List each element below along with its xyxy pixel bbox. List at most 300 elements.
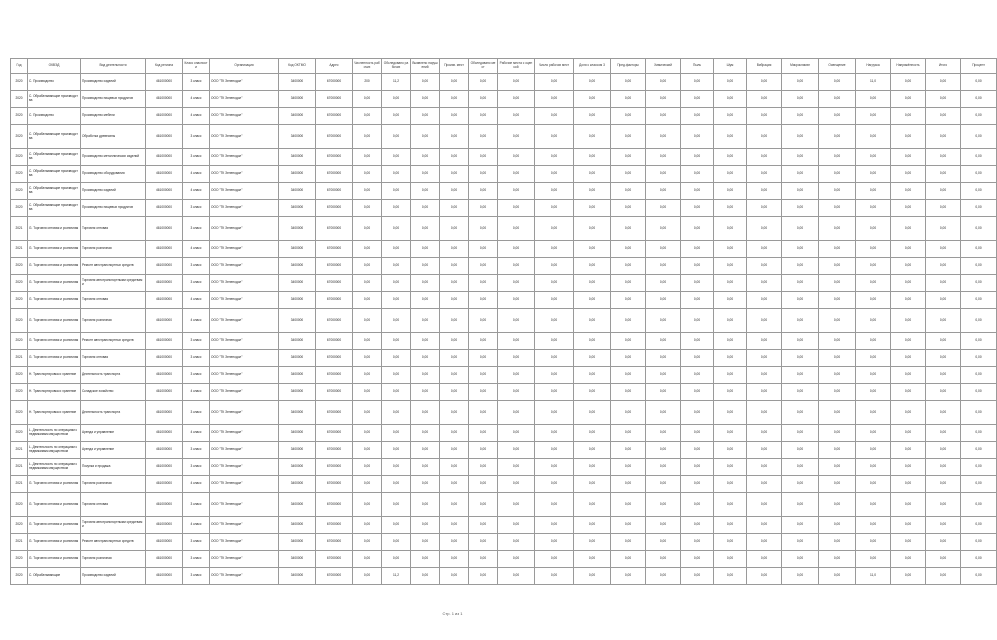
table-cell: 0,00	[535, 149, 574, 166]
table-cell: 0,00	[611, 108, 646, 125]
table-cell: 0,00	[646, 91, 681, 108]
table-cell: 0,00	[961, 401, 997, 425]
table-cell: 0,00	[440, 493, 469, 517]
table-cell: 0,00	[440, 275, 469, 292]
table-cell: 0,00	[574, 333, 611, 350]
table-row	[11, 476, 997, 493]
table-cell: 0,00	[926, 91, 961, 108]
table-cell: 0,00	[382, 309, 411, 333]
table-cell: 0,00	[411, 367, 440, 384]
table-cell: 0,00	[574, 568, 611, 585]
table-cell: 0,00	[747, 333, 782, 350]
table-row	[11, 309, 997, 333]
table-cell: 0,00	[353, 217, 382, 241]
table-row	[11, 108, 997, 125]
table-cell: 461000000	[146, 241, 183, 258]
table-cell: 0,00	[440, 183, 469, 200]
table-cell: 0,00	[440, 74, 469, 91]
table-cell: G. Торговля оптовая и розничная	[28, 309, 81, 333]
table-cell: 0,00	[646, 425, 681, 442]
table-cell: 0,00	[611, 534, 646, 551]
table-cell: 0,00	[891, 425, 926, 442]
table-cell: 3400000	[279, 459, 316, 476]
table-cell: 0,00	[574, 459, 611, 476]
table-cell: 0,00	[891, 258, 926, 275]
table-cell: 3400000	[279, 241, 316, 258]
table-cell: 0,00	[714, 350, 747, 367]
table-cell: 0,00	[782, 425, 819, 442]
table-row	[11, 367, 997, 384]
table-cell: 0,00	[856, 217, 891, 241]
table-cell: 461000000	[146, 108, 183, 125]
table-cell: 0,00	[747, 200, 782, 217]
table-cell: 11,0	[856, 568, 891, 585]
table-cell: 0,00	[782, 568, 819, 585]
table-cell: 67000000	[316, 333, 353, 350]
table-row	[11, 275, 997, 292]
table-cell: Аренда и управление	[81, 425, 146, 442]
table-row	[11, 217, 997, 241]
table-cell: 3400000	[279, 275, 316, 292]
table-cell: 0,00	[856, 309, 891, 333]
column-header: Напряжённость	[891, 59, 926, 74]
table-cell: 0,00	[681, 149, 714, 166]
table-cell: 0,00	[819, 217, 856, 241]
table-cell: 0,00	[714, 200, 747, 217]
table-cell: 0,00	[646, 401, 681, 425]
table-cell: 0,00	[574, 108, 611, 125]
table-cell: 2021	[11, 217, 28, 241]
table-cell: 0,00	[891, 166, 926, 183]
table-cell: 0,00	[469, 333, 498, 350]
table-cell: 0,00	[611, 149, 646, 166]
table-cell: 0,00	[747, 91, 782, 108]
table-cell: 0,00	[747, 258, 782, 275]
table-cell: 0,00	[714, 551, 747, 568]
table-cell: 0,00	[681, 568, 714, 585]
table-cell: 461000000	[146, 183, 183, 200]
table-cell: 461000000	[146, 367, 183, 384]
table-cell: 0,00	[574, 241, 611, 258]
table-cell: 0,00	[926, 217, 961, 241]
table-cell: 2020	[11, 401, 28, 425]
table-cell: 0,00	[819, 125, 856, 149]
table-cell: 0,00	[856, 534, 891, 551]
column-header: ОКВЭД	[28, 59, 81, 74]
table-cell: 0,00	[611, 333, 646, 350]
table-cell: G. Торговля оптовая и розничная	[28, 517, 81, 534]
table-cell: 0,00	[353, 309, 382, 333]
table-cell: 0,00	[681, 534, 714, 551]
table-cell: Производство металлических изделий	[81, 149, 146, 166]
table-cell: 0,00	[469, 275, 498, 292]
table-cell: 0,00	[681, 166, 714, 183]
table-cell: 0,00	[714, 367, 747, 384]
table-cell: 2020	[11, 183, 28, 200]
table-cell: 0,00	[353, 476, 382, 493]
table-cell: С. Обрабатывающие производства	[28, 200, 81, 217]
table-cell: ООО "ТК Зеленодол"	[210, 442, 279, 459]
table-cell: 4 класс	[183, 91, 210, 108]
table-cell: 0,00	[574, 517, 611, 534]
table-cell: G. Торговля оптовая и розничная	[28, 333, 81, 350]
table-cell: 0,00	[819, 74, 856, 91]
table-cell: Торговля розничная	[81, 551, 146, 568]
table-cell: L. Деятельность по операциям с недвижимым имуществом	[28, 459, 81, 476]
table-cell: 0,00	[961, 108, 997, 125]
table-cell: 2020	[11, 517, 28, 534]
table-cell: 3 класс	[183, 551, 210, 568]
table-cell: 0,00	[819, 275, 856, 292]
table-cell: 4 класс	[183, 292, 210, 309]
table-cell: 0,00	[411, 74, 440, 91]
table-cell: 0,00	[681, 258, 714, 275]
table-row	[11, 401, 997, 425]
table-cell: 200	[353, 74, 382, 91]
table-cell: 0,00	[440, 442, 469, 459]
table-cell: 0,00	[819, 476, 856, 493]
table-row	[11, 493, 997, 517]
table-cell: 2021	[11, 442, 28, 459]
table-cell: 461000000	[146, 333, 183, 350]
table-cell: 461000000	[146, 551, 183, 568]
table-cell: 0,00	[891, 459, 926, 476]
table-cell: 3400000	[279, 333, 316, 350]
table-cell: 0,00	[681, 425, 714, 442]
table-cell: 0,00	[498, 275, 535, 292]
table-cell: 2020	[11, 200, 28, 217]
table-cell: 0,00	[782, 183, 819, 200]
table-cell: 461000000	[146, 125, 183, 149]
table-cell: 461000000	[146, 534, 183, 551]
column-header: Организация	[210, 59, 279, 74]
table-cell: 0,00	[469, 166, 498, 183]
table-cell: 0,00	[535, 183, 574, 200]
table-cell: 0,00	[714, 534, 747, 551]
table-cell: 0,00	[498, 568, 535, 585]
table-cell: 0,00	[611, 309, 646, 333]
table-cell: 0,00	[535, 292, 574, 309]
table-cell: 0,00	[469, 551, 498, 568]
table-cell: 0,00	[535, 401, 574, 425]
table-cell: 0,00	[819, 149, 856, 166]
table-cell: 2020	[11, 108, 28, 125]
table-cell: 0,00	[535, 384, 574, 401]
table-cell: 0,00	[646, 125, 681, 149]
table-cell: 0,00	[681, 91, 714, 108]
table-cell: 0,00	[926, 183, 961, 200]
table-cell: 3400000	[279, 551, 316, 568]
table-cell: 0,00	[382, 551, 411, 568]
table-cell: 0,00	[646, 333, 681, 350]
table-cell: 0,00	[353, 333, 382, 350]
table-cell: 0,00	[961, 74, 997, 91]
table-cell: ООО "ТК Зеленодол"	[210, 367, 279, 384]
table-cell: 67000000	[316, 425, 353, 442]
table-cell: 0,00	[469, 183, 498, 200]
table-cell: С. Обрабатывающие производства	[28, 183, 81, 200]
table-cell: 0,00	[856, 183, 891, 200]
table-cell: 0,00	[782, 551, 819, 568]
table-cell: 67000000	[316, 401, 353, 425]
table-cell: 0,00	[646, 309, 681, 333]
table-cell: Деятельность транспорта	[81, 401, 146, 425]
table-cell: 0,00	[926, 442, 961, 459]
table-cell: 2020	[11, 166, 28, 183]
table-cell: Производство изделий	[81, 183, 146, 200]
table-cell: 0,00	[382, 333, 411, 350]
table-row	[11, 292, 997, 309]
table-cell: 0,00	[681, 401, 714, 425]
table-cell: 0,00	[926, 350, 961, 367]
table-row	[11, 442, 997, 459]
page-footer: Стр. 1 из 1	[442, 611, 463, 616]
table-cell: 0,00	[574, 200, 611, 217]
table-cell: 0,00	[819, 493, 856, 517]
table-cell: 0,00	[961, 442, 997, 459]
table-row	[11, 350, 997, 367]
table-cell: 0,00	[681, 108, 714, 125]
table-cell: 2021	[11, 241, 28, 258]
table-row	[11, 517, 997, 534]
table-cell: 0,00	[498, 309, 535, 333]
table-cell: 461000000	[146, 476, 183, 493]
table-cell: 0,00	[646, 384, 681, 401]
table-cell: 0,00	[535, 91, 574, 108]
table-cell: 0,00	[891, 309, 926, 333]
table-cell: 0,00	[819, 442, 856, 459]
table-cell: Производство изделий	[81, 568, 146, 585]
table-cell: Торговля оптовая	[81, 493, 146, 517]
table-cell: 4 класс	[183, 108, 210, 125]
table-cell: 0,00	[714, 166, 747, 183]
table-cell: 0,00	[961, 425, 997, 442]
table-cell: 0,00	[382, 241, 411, 258]
table-cell: 4 класс	[183, 241, 210, 258]
table-cell: ООО "ТК Зеленодол"	[210, 166, 279, 183]
table-cell: 0,00	[440, 258, 469, 275]
table-cell: С. Производство	[28, 74, 81, 91]
table-cell: 0,00	[469, 401, 498, 425]
table-cell: 0,00	[440, 384, 469, 401]
table-cell: 4 класс	[183, 166, 210, 183]
table-cell: 2020	[11, 149, 28, 166]
table-cell: 0,00	[411, 384, 440, 401]
table-cell: G. Торговля оптовая и розничная	[28, 493, 81, 517]
table-cell: 67000000	[316, 534, 353, 551]
table-cell: 0,00	[926, 309, 961, 333]
table-cell: G. Торговля оптовая и розничная	[28, 551, 81, 568]
table-cell: 0,00	[747, 367, 782, 384]
table-cell: 0,00	[646, 149, 681, 166]
table-cell: 0,00	[819, 166, 856, 183]
table-cell: 0,00	[611, 166, 646, 183]
table-cell: 0,00	[382, 442, 411, 459]
table-cell: 0,00	[782, 333, 819, 350]
table-cell: 0,00	[498, 425, 535, 442]
table-cell: 0,00	[961, 309, 997, 333]
table-cell: 3400000	[279, 568, 316, 585]
table-row	[11, 258, 997, 275]
table-cell: 0,00	[961, 333, 997, 350]
table-cell: 0,00	[646, 183, 681, 200]
table-cell: 0,00	[611, 568, 646, 585]
table-cell: 461000000	[146, 292, 183, 309]
table-cell: 2021	[11, 350, 28, 367]
table-cell: 0,00	[681, 309, 714, 333]
table-cell: Производство оборудования	[81, 166, 146, 183]
table-cell: 0,00	[856, 166, 891, 183]
table-cell: 0,00	[574, 442, 611, 459]
table-cell: 0,00	[469, 125, 498, 149]
table-cell: 67000000	[316, 350, 353, 367]
table-cell: 67000000	[316, 125, 353, 149]
table-cell: 0,00	[819, 425, 856, 442]
table-cell: G. Торговля оптовая и розничная	[28, 534, 81, 551]
table-cell: 0,00	[782, 367, 819, 384]
table-cell: 0,00	[747, 309, 782, 333]
table-cell: 0,00	[891, 292, 926, 309]
table-cell: 0,00	[382, 275, 411, 292]
table-cell: 0,00	[714, 275, 747, 292]
table-cell: 0,00	[891, 476, 926, 493]
table-cell: 0,00	[782, 384, 819, 401]
table-cell: 0,00	[574, 309, 611, 333]
table-cell: 0,00	[747, 183, 782, 200]
table-cell: ООО "ТК Зеленодол"	[210, 125, 279, 149]
table-cell: L. Деятельность по операциям с недвижимым имуществом	[28, 425, 81, 442]
table-cell: 67000000	[316, 108, 353, 125]
table-cell: 0,00	[646, 350, 681, 367]
table-cell: 0,00	[926, 200, 961, 217]
column-header: Доля с классом 3	[574, 59, 611, 74]
table-cell: Складское хозяйство	[81, 384, 146, 401]
table-cell: 461000000	[146, 384, 183, 401]
table-cell: 3 класс	[183, 534, 210, 551]
table-cell: 0,00	[819, 384, 856, 401]
table-cell: 0,00	[961, 183, 997, 200]
table-cell: 0,00	[747, 350, 782, 367]
table-cell: 0,00	[747, 217, 782, 241]
table-cell: 0,00	[535, 217, 574, 241]
table-cell: 0,00	[856, 459, 891, 476]
table-cell: 0,00	[926, 459, 961, 476]
table-cell: 0,00	[382, 476, 411, 493]
table-row	[11, 384, 997, 401]
table-cell: 0,00	[681, 74, 714, 91]
table-cell: 0,00	[469, 258, 498, 275]
table-cell: 0,00	[574, 350, 611, 367]
table-cell: 0,00	[469, 108, 498, 125]
table-cell: 0,00	[411, 91, 440, 108]
table-cell: 0,00	[891, 568, 926, 585]
table-cell: 0,00	[646, 367, 681, 384]
table-cell: 3400000	[279, 476, 316, 493]
table-cell: 0,00	[961, 534, 997, 551]
table-cell: G. Торговля оптовая и розничная	[28, 275, 81, 292]
table-cell: 0,00	[353, 367, 382, 384]
table-cell: 0,00	[498, 183, 535, 200]
table-cell: 461000000	[146, 568, 183, 585]
table-cell: 0,00	[498, 91, 535, 108]
table-cell: 0,00	[498, 476, 535, 493]
table-cell: ООО "ТК Зеленодол"	[210, 200, 279, 217]
table-cell: 0,00	[498, 493, 535, 517]
table-cell: 0,00	[926, 551, 961, 568]
table-cell: Производство мебели	[81, 108, 146, 125]
table-cell: 0,00	[535, 125, 574, 149]
table-cell: 0,00	[961, 241, 997, 258]
table-cell: 0,00	[926, 517, 961, 534]
table-cell: Торговля розничная	[81, 476, 146, 493]
table-cell: 3 класс	[183, 74, 210, 91]
table-cell: 0,00	[961, 217, 997, 241]
table-cell: 0,00	[714, 241, 747, 258]
table-row	[11, 74, 997, 91]
table-cell: 0,00	[782, 493, 819, 517]
table-cell: 461000000	[146, 258, 183, 275]
table-cell: С. Обрабатывающие производства	[28, 166, 81, 183]
table-cell: ООО "ТК Зеленодол"	[210, 476, 279, 493]
table-cell: 0,00	[382, 534, 411, 551]
table-cell: 0,00	[856, 442, 891, 459]
table-cell: 0,00	[747, 476, 782, 493]
table-row	[11, 125, 997, 149]
table-cell: 0,00	[961, 476, 997, 493]
table-cell: ООО "ТК Зеленодол"	[210, 401, 279, 425]
table-cell: 0,00	[747, 568, 782, 585]
table-cell: 0,00	[819, 183, 856, 200]
table-cell: 0,00	[856, 425, 891, 442]
table-cell: 3 класс	[183, 149, 210, 166]
table-cell: H. Транспортировка и хранение	[28, 384, 81, 401]
table-cell: 0,00	[440, 568, 469, 585]
table-cell: ООО "ТК Зеленодол"	[210, 425, 279, 442]
table-cell: С. Обрабатывающие производства	[28, 125, 81, 149]
table-cell: 0,00	[926, 108, 961, 125]
table-cell: 0,00	[891, 350, 926, 367]
table-cell: 0,00	[646, 459, 681, 476]
table-cell: 67000000	[316, 91, 353, 108]
table-cell: 0,00	[574, 292, 611, 309]
column-header: Год	[11, 59, 28, 74]
table-cell: 0,00	[498, 333, 535, 350]
table-cell: 0,00	[440, 108, 469, 125]
table-cell: 2020	[11, 551, 28, 568]
table-cell: 0,00	[498, 517, 535, 534]
table-cell: 0,00	[782, 350, 819, 367]
table-cell: 0,00	[714, 568, 747, 585]
table-cell: С. Производство	[28, 108, 81, 125]
table-cell: 0,00	[747, 442, 782, 459]
table-cell: 0,00	[681, 476, 714, 493]
table-cell: 0,00	[646, 275, 681, 292]
table-cell: 3 класс	[183, 258, 210, 275]
table-cell: 0,00	[353, 551, 382, 568]
table-cell: 0,00	[856, 258, 891, 275]
table-cell: 0,00	[440, 333, 469, 350]
table-cell: H. Транспортировка и хранение	[28, 401, 81, 425]
table-cell: 0,00	[411, 493, 440, 517]
table-cell: 2020	[11, 74, 28, 91]
table-cell: 0,00	[961, 568, 997, 585]
table-cell: ООО "ТК Зеленодол"	[210, 241, 279, 258]
table-cell: 0,00	[469, 384, 498, 401]
table-cell: 0,00	[681, 459, 714, 476]
table-cell: 0,00	[891, 384, 926, 401]
table-row	[11, 241, 997, 258]
table-cell: 0,00	[926, 149, 961, 166]
